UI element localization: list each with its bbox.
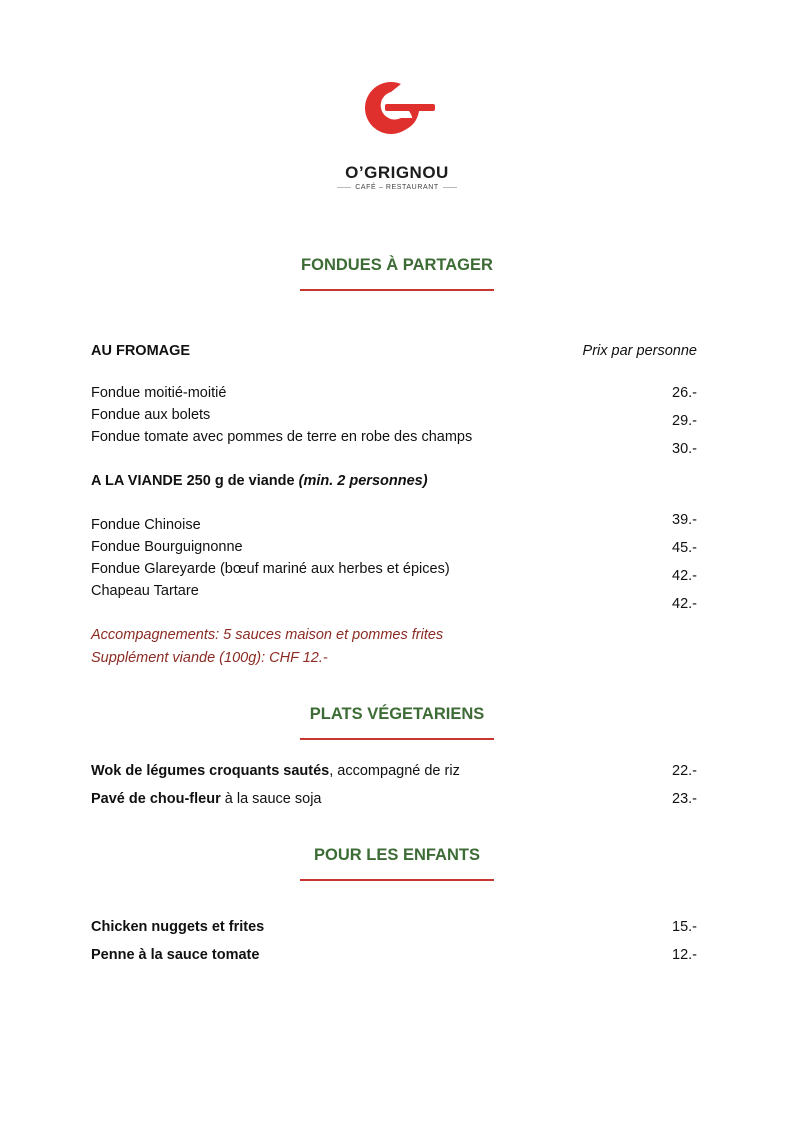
menu-item-price: 22.- xyxy=(672,763,697,779)
menu-item-price: 42.- xyxy=(672,596,697,612)
supplement-note: Supplément viande (100g): CHF 12.- xyxy=(91,650,328,666)
menu-item-name: Chicken nuggets et frites xyxy=(91,919,265,935)
divider xyxy=(337,187,351,188)
menu-item-name: Pavé de chou-fleur xyxy=(91,791,221,807)
menu-item-price: 12.- xyxy=(672,947,697,963)
price-note: Prix par personne xyxy=(582,343,697,359)
menu-item-name: Fondue tomate avec pommes de terre en robe des champs xyxy=(91,429,473,445)
menu-item-price: 45.- xyxy=(672,540,697,556)
menu-item-price: 30.- xyxy=(672,441,697,457)
brand-subtitle-wrap xyxy=(0,184,794,191)
menu-item-name: Fondue Chinoise xyxy=(91,517,201,533)
menu-item-name: Fondue Glareyarde (bœuf mariné aux herbes et épices) xyxy=(91,561,450,577)
meat-heading-note: (min. 2 personnes) xyxy=(298,473,428,489)
cheese-heading: AU FROMAGE xyxy=(91,343,191,359)
meat-heading xyxy=(91,473,428,489)
menu-item xyxy=(91,791,322,807)
meat-heading-text: A LA VIANDE 250 g de viande xyxy=(91,473,295,489)
menu-item-name: Fondue aux bolets xyxy=(91,407,211,423)
section-title-fondues: FONDUES À PARTAGER xyxy=(301,256,493,274)
accompaniment-note: Accompagnements: 5 sauces maison et pommes frites xyxy=(91,627,444,643)
menu-item-price: 42.- xyxy=(672,568,697,584)
g-logo-icon xyxy=(357,78,437,140)
logo xyxy=(0,78,794,140)
brand-name: O’GRIGNOU xyxy=(345,163,449,182)
menu-item-name: Penne à la sauce tomate xyxy=(91,947,260,963)
menu-item xyxy=(91,763,460,779)
menu-item-name: Wok de légumes croquants sautés xyxy=(91,763,330,779)
menu-item-name: Chapeau Tartare xyxy=(91,583,199,599)
menu-item-name: Fondue Bourguignonne xyxy=(91,539,243,555)
divider xyxy=(443,187,457,188)
menu-item-price: 39.- xyxy=(672,512,697,528)
menu-item-desc: , accompagné de riz xyxy=(329,763,460,779)
section-title-kids: POUR LES ENFANTS xyxy=(314,846,480,864)
section-rule xyxy=(300,738,494,740)
section-rule xyxy=(300,879,494,881)
menu-item-price: 26.- xyxy=(672,385,697,401)
menu-item-price: 15.- xyxy=(672,919,697,935)
brand-subtitle: CAFÉ – RESTAURANT xyxy=(355,184,439,191)
section-title-vegetarian: PLATS VÉGETARIENS xyxy=(309,705,485,723)
menu-item-name: Fondue moitié-moitié xyxy=(91,385,227,401)
menu-item-price: 23.- xyxy=(672,791,697,807)
menu-item-price: 29.- xyxy=(672,413,697,429)
section-rule xyxy=(300,289,494,291)
menu-item-desc: à la sauce soja xyxy=(220,791,322,807)
